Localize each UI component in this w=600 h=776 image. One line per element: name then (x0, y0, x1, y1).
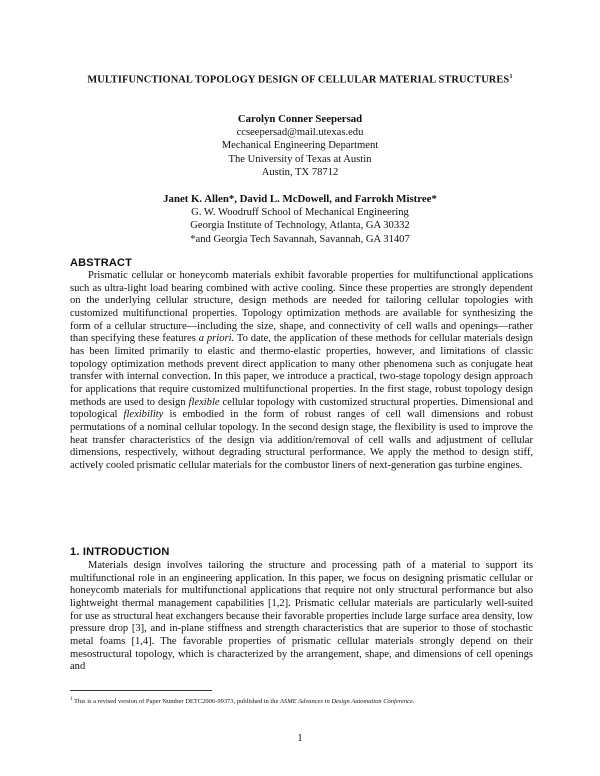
abstract-text-2: To date, the application of these methods for cellular materials design has been limited primarily to elastic and thermo-elastic properties, however, and limitations of classic topology optimization methods prevent direct application to many other phenomena such as conjugate heat transfer with internal convection. In this paper, we introduce a practical, two-stage topology design approach for applications that require customized multifunctional properties. In the first stage, robust topology design methods are used to design (70, 333, 534, 408)
abstract-text-4: is embodied in the form of robust ranges of cell wall dimensions and robust permutations of a nominal cellular topology. In the second design stage, the flexibility is used to improve the heat transfer characteristics of the design via addition/removal of cell walls and adjustment of cellular dimensions, respectively, without degrading structural performance. We apply the method to design stiff, actively cooled prismatic cellular materials for the combustor liners of next-generation gas turbine engines. (70, 409, 534, 471)
abstract-italic-2: flexible (188, 396, 220, 408)
coauthor-institute: Georgia Institute of Technology, Atlanta, GA 30332 (190, 220, 410, 232)
author-block-2 (60, 193, 540, 246)
abstract-text-3: cellular topology with customized structural properties. Dimensional and topological (70, 396, 533, 421)
abstract-paragraph (70, 270, 533, 473)
author-department: Mechanical Engineering Department (221, 140, 379, 152)
footnote-mark: 1 (70, 697, 73, 702)
footnote-italic: ASME Advances in Design Automation Conference. (280, 698, 415, 706)
introduction-text: Materials design involves tailoring the structure and processing path of a material to support its multifunctional role in an engineering application. In this paper, we focus on designing prismatic cellular or honeycomb materials for multifunctional applications that require not only structural performance but also lightweight thermal management capabilities [1,2]. Prismatic cellular materials are particularly well-suited for use as structural heat exchangers because their favorable properties include large surface area density, low pressure drop [3], and in-plane stiffness and strength characteristics that are superior to those of stochastic metal foams [1,4]. The favorable properties of prismatic cellular materials strongly depend on their mesostructural topology, which is characterized by the arrangement, shape, and dimensions of cell openings and (70, 560, 533, 673)
introduction-paragraph (70, 560, 533, 674)
abstract-italic-3: flexibility (123, 409, 164, 421)
coauthor-campus: *and Georgia Tech Savannah, Savannah, GA 31407 (190, 233, 410, 245)
footnote-text: This is a revised version of Paper Number DETC2006-99373, published in the (74, 698, 280, 706)
page-number: 1 (297, 733, 303, 744)
footnote (70, 696, 540, 706)
author-name: Carolyn Conner Seepersad (237, 113, 363, 125)
title-text: MULTIFUNCTIONAL TOPOLOGY DESIGN OF CELLULAR MATERIAL STRUCTURES (87, 74, 510, 86)
coauthor-names: Janet K. Allen*, David L. McDowell, and Farrokh Mistree* (163, 193, 437, 205)
author-block-1 (60, 113, 540, 179)
paper-title (60, 70, 540, 87)
introduction-heading: 1. INTRODUCTION (70, 546, 170, 558)
footnote-divider (70, 690, 212, 691)
abstract-italic-1: a priori. (198, 333, 235, 345)
abstract-text-1: Prismatic cellular or honeycomb materials exhibit favorable properties for multifunctional applications such as ultra-light load bearing combined with active cooling. Since these properties are strongly dependent on the underlying cellular structure, design methods are needed for tailoring cellular topologies with customized multifunctional properties. Topology optimization methods are available for synthesizing the form of a cellular structure—including the size, shape, and connectivity of cell walls and openings—rather than specifying these features (70, 270, 533, 345)
abstract-heading: ABSTRACT (70, 257, 133, 269)
coauthor-school: G. W. Woodruff School of Mechanical Engineering (191, 207, 409, 219)
author-city: Austin, TX 78712 (261, 166, 339, 178)
title-footnote-mark: 1 (509, 73, 513, 80)
author-university: The University of Texas at Austin (228, 153, 372, 165)
author-email: ccseepersad@mail.utexas.edu (236, 127, 364, 139)
